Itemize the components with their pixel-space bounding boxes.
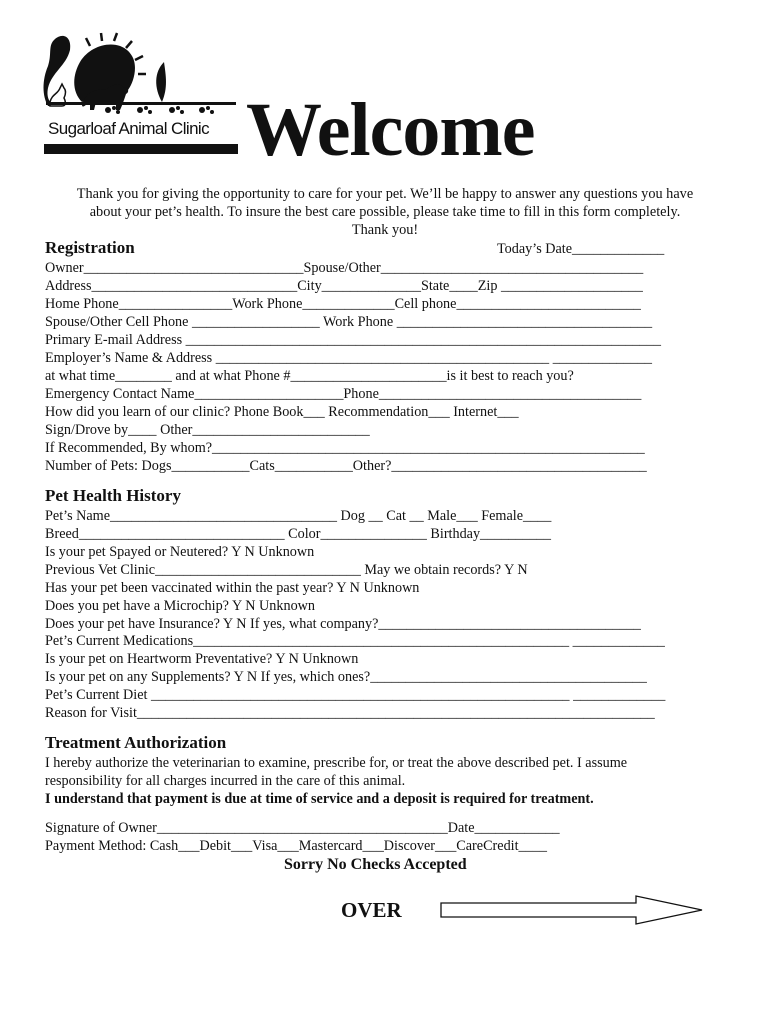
spouse-phone-field[interactable]: Spouse/Other Cell Phone __________________ Work Phone ____________________________________ bbox=[45, 314, 653, 330]
sign-drove-field[interactable]: Sign/Drove by____ Other_________________________ bbox=[45, 422, 370, 438]
pet-name-field[interactable]: Pet’s Name________________________________ Dog __ Cat __ Male___ Female____ bbox=[45, 508, 552, 524]
medications-field[interactable]: Pet’s Current Medications_____________________________________________________ _____________ bbox=[45, 633, 665, 649]
page-title: Welcome bbox=[246, 88, 535, 172]
todays-date-field[interactable]: Today’s Date_____________ bbox=[497, 241, 665, 257]
heartworm-field[interactable]: Is your pet on Heartworm Preventative? Y N Unknown bbox=[45, 651, 359, 667]
no-checks-notice: Sorry No Checks Accepted bbox=[284, 856, 467, 873]
clinic-logo bbox=[42, 32, 238, 167]
microchip-field[interactable]: Does you pet have a Microchip? Y N Unknown bbox=[45, 598, 316, 614]
email-field[interactable]: Primary E-mail Address ___________________________________________________________________ bbox=[45, 332, 661, 348]
address-field[interactable]: Address_____________________________City______________State____Zip ____________________ bbox=[45, 278, 643, 294]
breed-field[interactable]: Breed_____________________________ Color_______________ Birthday__________ bbox=[45, 526, 551, 542]
authorization-text-1: I hereby authorize the veterinarian to examine, prescribe for, or treat the above described pet. I assume bbox=[45, 755, 628, 771]
owner-field[interactable]: Owner_______________________________Spouse/Other_____________________________________ bbox=[45, 260, 644, 276]
diet-field[interactable]: Pet’s Current Diet ___________________________________________________________ _____________ bbox=[45, 687, 666, 703]
phone-field[interactable]: Home Phone________________Work Phone_____________Cell phone__________________________ bbox=[45, 296, 641, 312]
recommended-by-field[interactable]: If Recommended, By whom?_____________________________________________________________ bbox=[45, 440, 645, 456]
intro-line-1: Thank you for giving the opportunity to care for your pet. We’ll be happy to answer any questions you have bbox=[76, 186, 694, 202]
payment-notice: I understand that payment is due at time of service and a deposit is required for treatment. bbox=[45, 791, 594, 807]
reach-time-field[interactable]: at what time________ and at what Phone #______________________is it best to reach you? bbox=[45, 368, 574, 384]
employer-field[interactable]: Employer’s Name & Address _______________________________________________ ______________ bbox=[45, 350, 653, 366]
payment-method-field[interactable]: Payment Method: Cash___Debit___Visa___Mastercard___Discover___CareCredit____ bbox=[45, 838, 547, 854]
number-of-pets-field[interactable]: Number of Pets: Dogs___________Cats___________Other?____________________________________ bbox=[45, 458, 647, 474]
emergency-contact-field[interactable]: Emergency Contact Name_____________________Phone_____________________________________ bbox=[45, 386, 642, 402]
vaccinated-field[interactable]: Has your pet been vaccinated within the past year? Y N Unknown bbox=[45, 580, 420, 596]
treatment-heading: Treatment Authorization bbox=[45, 733, 227, 752]
spayed-field[interactable]: Is your pet Spayed or Neutered? Y N Unknown bbox=[45, 544, 315, 560]
intro-text bbox=[45, 185, 725, 239]
reason-for-visit-field[interactable]: Reason for Visit_________________________________________________________________________ bbox=[45, 705, 655, 721]
intro-line-2: about your pet’s health. To insure the best care possible, please take time to fill in this form completely. bbox=[89, 204, 681, 220]
registration-heading: Registration bbox=[45, 238, 135, 257]
clinic-name: Sugarloaf Animal Clinic bbox=[48, 119, 210, 138]
insurance-field[interactable]: Does your pet have Insurance? Y N If yes, what company?_____________________________________ bbox=[45, 616, 641, 632]
authorization-text-2: responsibility for all charges incurred in the care of this animal. bbox=[45, 773, 406, 789]
right-arrow-icon bbox=[438, 894, 706, 926]
referral-source-field[interactable]: How did you learn of our clinic? Phone Book___ Recommendation___ Internet___ bbox=[45, 404, 519, 420]
signature-field[interactable]: Signature of Owner_________________________________________Date____________ bbox=[45, 820, 560, 836]
over-label: OVER bbox=[341, 898, 402, 922]
pet-health-heading: Pet Health History bbox=[45, 486, 181, 505]
supplements-field[interactable]: Is your pet on any Supplements? Y N If yes, which ones?_______________________________________ bbox=[45, 669, 647, 685]
intro-line-3: Thank you! bbox=[351, 222, 419, 238]
previous-vet-field[interactable]: Previous Vet Clinic_____________________________ May we obtain records? Y N bbox=[45, 562, 528, 578]
